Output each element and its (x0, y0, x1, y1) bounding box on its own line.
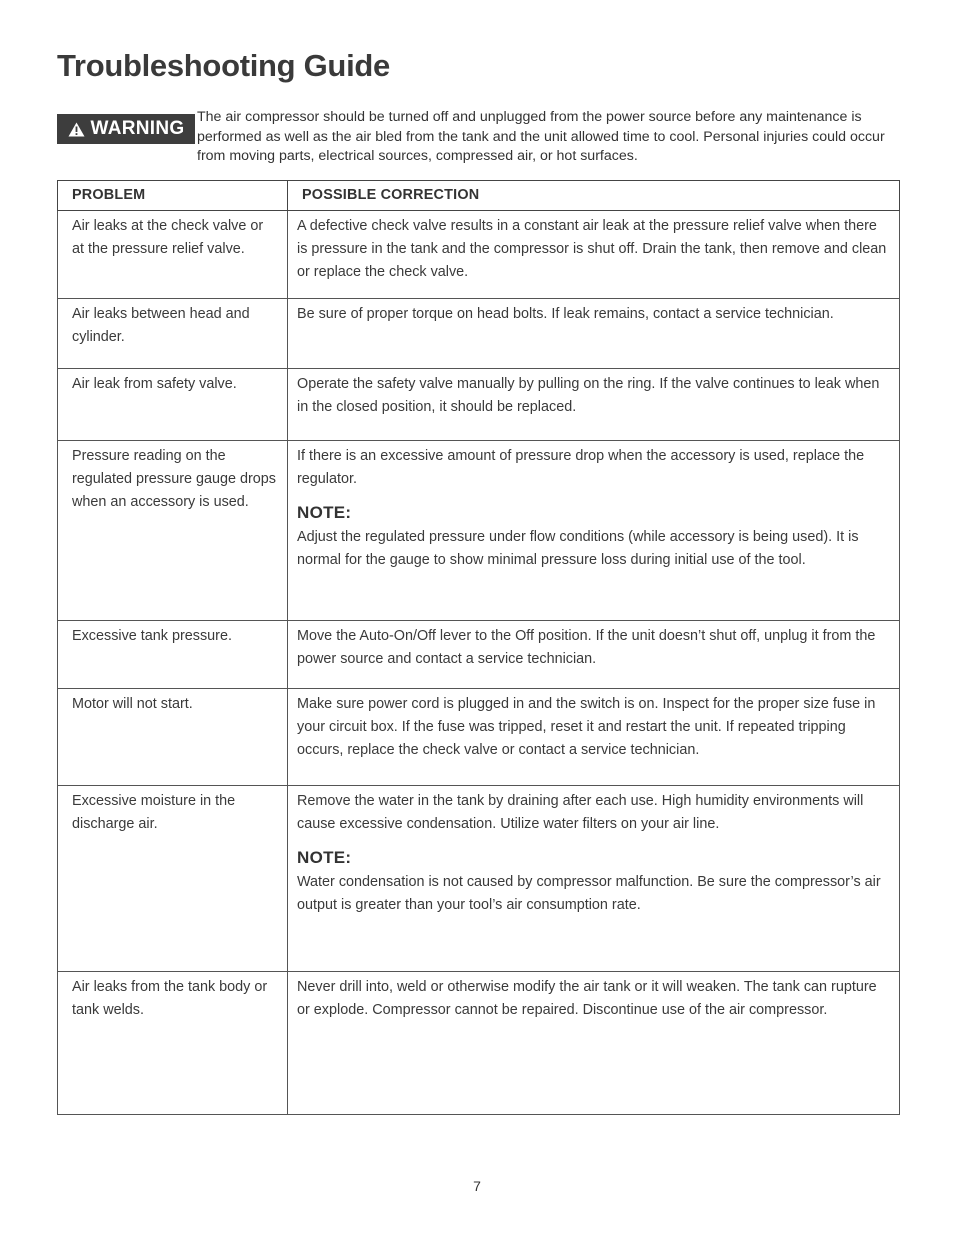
correction-cell (288, 786, 900, 972)
correction-text: Move the Auto-On/Off lever to the Off position. If the unit doesn’t shut off, unplug it from the power source and contact a service technician. (297, 628, 876, 667)
column-header-correction: POSSIBLE CORRECTION (288, 181, 900, 211)
correction-cell (288, 299, 900, 369)
troubleshooting-table (57, 180, 900, 1115)
page-number: 7 (473, 1178, 481, 1194)
warning-triangle-icon (68, 122, 85, 137)
table-header-row (58, 181, 900, 211)
correction-cell (288, 621, 900, 689)
correction-cell (288, 689, 900, 786)
column-header-problem: PROBLEM (58, 181, 288, 211)
warning-label: WARNING (90, 118, 185, 139)
correction-cell (288, 441, 900, 621)
problem-cell: Pressure reading on the regulated pressure gauge drops when an accessory is used. (58, 441, 288, 621)
warning-text: The air compressor should be turned off and unplugged from the power source before any maintenance is performed as well as the air bled from the tank and the unit allowed time to cool. Personal injuries could occur from moving parts, electrical sources, compressed air, or hot surfaces. (197, 109, 885, 164)
correction-cell (288, 369, 900, 441)
problem-cell: Air leaks at the check valve or at the pressure relief valve. (58, 211, 288, 299)
table-row (58, 441, 900, 621)
note-text: Water condensation is not caused by compressor malfunction. Be sure the compressor’s air output is greater than your tool’s air consumption rate. (297, 874, 881, 913)
correction-text: Never drill into, weld or otherwise modify the air tank or it will weaken. The tank can rupture or explode. Compressor cannot be repaired. Discontinue use of the air compressor. (297, 979, 877, 1018)
correction-text: Be sure of proper torque on head bolts. If leak remains, contact a service technician. (297, 306, 834, 322)
page-title: Troubleshooting Guide (57, 48, 390, 83)
correction-text: Make sure power cord is plugged in and the switch is on. Inspect for the proper size fuse in your circuit box. If the fuse was tripped, reset it and restart the unit. If repeated tripping occurs, replace the check valve or contact a service technician. (297, 696, 876, 758)
problem-cell: Motor will not start. (58, 689, 288, 786)
note-label: NOTE: (297, 503, 352, 522)
table-row (58, 299, 900, 369)
warning-badge (57, 114, 195, 144)
problem-cell: Air leaks between head and cylinder. (58, 299, 288, 369)
problem-cell: Excessive tank pressure. (58, 621, 288, 689)
correction-text: Operate the safety valve manually by pulling on the ring. If the valve continues to leak when in the closed position, it should be replaced. (297, 376, 880, 415)
table-row (58, 369, 900, 441)
note-text: Adjust the regulated pressure under flow conditions (while accessory is being used). It is normal for the gauge to show minimal pressure loss during initial use of the tool. (297, 529, 859, 568)
correction-text: Remove the water in the tank by draining after each use. High humidity environments will cause excessive condensation. Utilize water filters on your air line. (297, 793, 864, 832)
table-row (58, 786, 900, 972)
correction-cell (288, 211, 900, 299)
correction-text: If there is an excessive amount of pressure drop when the accessory is used, replace the regulator. (297, 448, 865, 487)
table-row (58, 621, 900, 689)
problem-cell: Excessive moisture in the discharge air. (58, 786, 288, 972)
table-row (58, 211, 900, 299)
problem-cell: Air leak from safety valve. (58, 369, 288, 441)
table-row (58, 972, 900, 1115)
problem-cell: Air leaks from the tank body or tank welds. (58, 972, 288, 1115)
correction-cell (288, 972, 900, 1115)
correction-text: A defective check valve results in a constant air leak at the pressure relief valve when there is pressure in the tank and the compressor is shut off. Drain the tank, then remove and clean or replace the check valve. (297, 218, 887, 280)
table-row (58, 689, 900, 786)
note-label: NOTE: (297, 848, 352, 867)
